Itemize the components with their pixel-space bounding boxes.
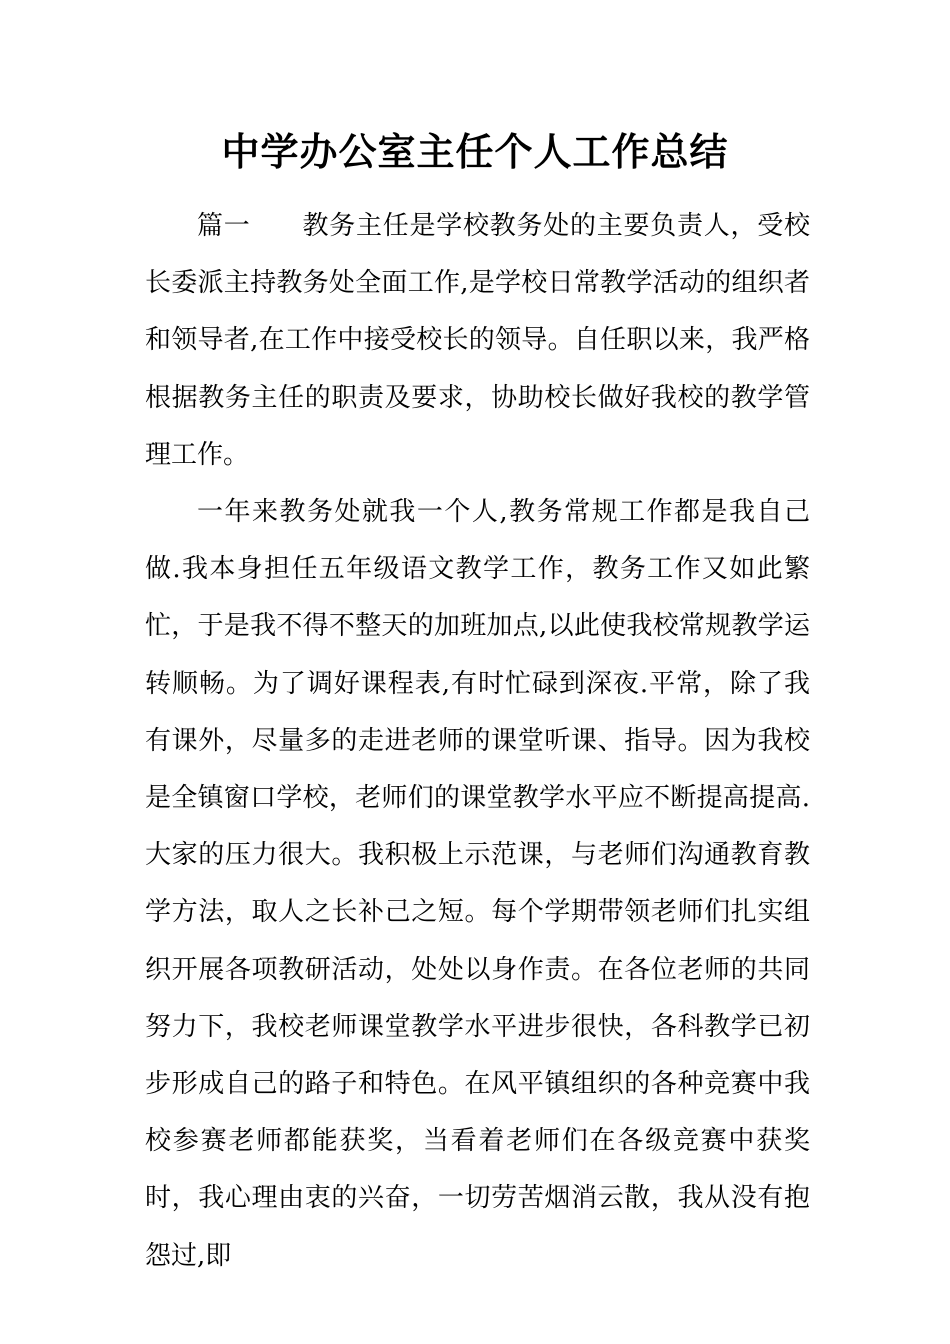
paragraph-1 bbox=[145, 198, 810, 484]
paragraph-2 bbox=[145, 484, 810, 1285]
paragraph-text: 一年来教务处就我一个人,教务常规工作都是我自己做.我本身担任五年级语文教学工作，教务工作又如此繁忙，于是我不得不整天的加班加点,以此使我校常规教学运转顺畅。为了调好课程表,有时忙碌到深夜.平常，除了我有课外，尽量多的走进老师的课堂听课、指导。因为我校是全镇窗口学校，老师们的课堂教学水平应不断提高提高.大家的压力很大。我积极上示范课，与老师们沟通教育教学方法，取人之长补己之短。每个学期带领老师们扎实组织开展各项教研活动，处处以身作责。在各位老师的共同努力下，我校老师课堂教学水平进步很快，各科教学已初步形成自己的路子和特色。在风平镇组织的各种竞赛中我校参赛老师都能获奖，当看着老师们在各级竞赛中获奖时，我心理由衷的兴奋，一切劳苦烟消云散，我从没有抱怨过,即 bbox=[145, 497, 810, 1271]
document-body bbox=[145, 198, 810, 1285]
section-label: 篇一 bbox=[197, 211, 251, 241]
document-title: 中学办公室主任个人工作总结 bbox=[221, 129, 729, 174]
paragraph-text: 教务主任是学校教务处的主要负责人，受校长委派主持教务处全面工作,是学校日常教学活动的组织者和领导者,在工作中接受校长的领导。自任职以来，我严格根据教务主任的职责及要求，协助校长做好我校的教学管理工作。 bbox=[145, 211, 810, 470]
